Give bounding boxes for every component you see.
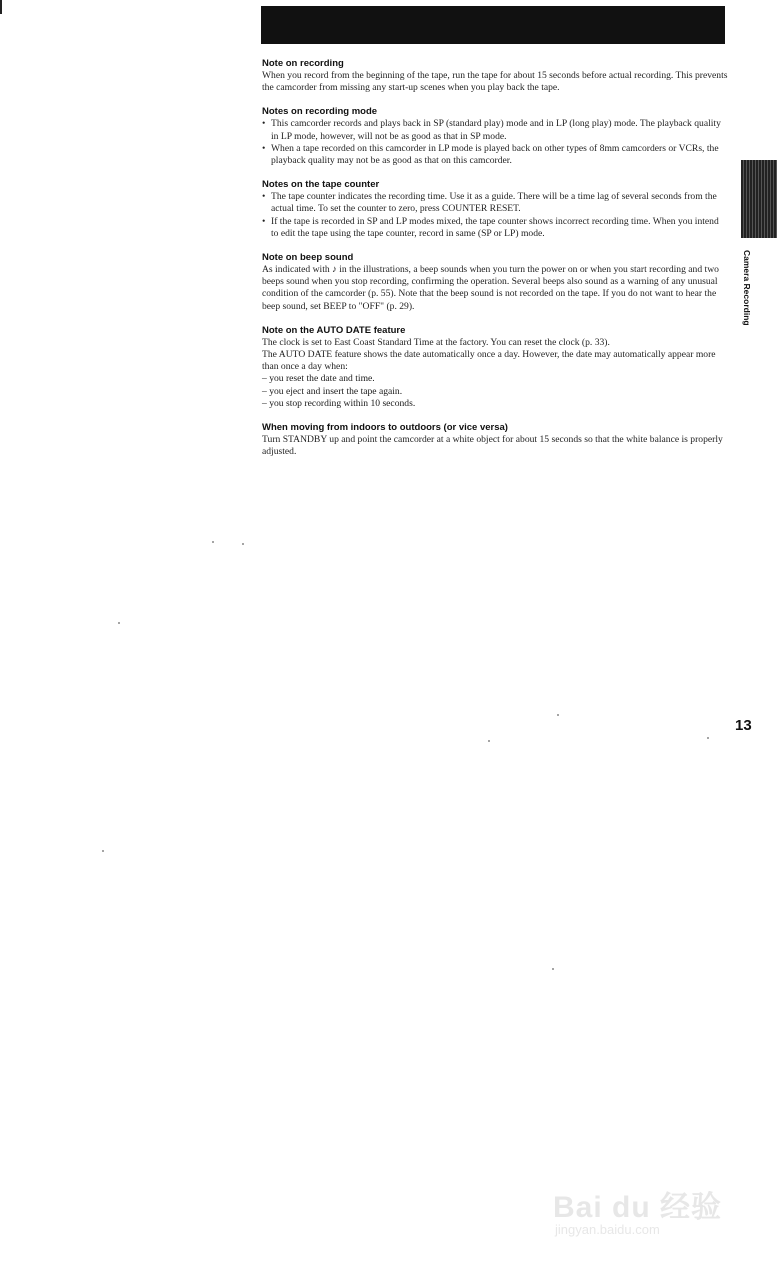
scan-speck — [707, 737, 709, 739]
section-heading: Note on beep sound — [262, 252, 354, 264]
section-paragraph: When you record from the beginning of the tape, run the tape for about 15 seconds before actual recording. This prevents the camcorder from missing any start-up scenes when you play back the tape. — [262, 70, 728, 94]
scan-speck — [488, 740, 490, 742]
bullet-item: • If the tape is recorded in SP and LP modes mixed, the tape counter shows incorrect recording time. When you intend to edit the tape using the tape counter, record in same (SP or LP) mode. — [262, 216, 728, 240]
watermark-url: jingyan.baidu.com — [555, 1222, 660, 1237]
dash-item: – you reset the date and time. — [262, 373, 375, 385]
section-heading: Note on recording — [262, 58, 344, 69]
section-beep-sound — [262, 252, 728, 313]
section-paragraph: The clock is set to East Coast Standard Time at the factory. You can reset the clock (p. 33). — [262, 336, 610, 348]
page-number: 13 — [735, 717, 752, 734]
section-recording-mode — [262, 106, 728, 167]
section-auto-date — [262, 325, 728, 410]
scan-speck — [242, 543, 244, 545]
section-heading: Note on the AUTO DATE feature — [262, 324, 406, 336]
bullet-list — [262, 191, 728, 240]
section-note-on-recording — [262, 58, 728, 94]
scan-edge-mark — [0, 0, 2, 14]
chapter-header-bar — [261, 6, 725, 44]
watermark-logo — [553, 1168, 729, 1246]
bullet-list — [262, 118, 728, 167]
section-heading: Notes on the tape counter — [262, 179, 380, 191]
section-paragraph: Turn STANDBY up and point the camcorder at a white object for about 15 seconds so that the white balance is properly adjusted. — [262, 434, 723, 458]
section-indoors-outdoors — [262, 422, 728, 458]
dash-item: – you eject and insert the tape again. — [262, 385, 403, 397]
section-heading: Notes on recording mode — [262, 106, 378, 118]
scan-speck — [118, 622, 120, 624]
scan-speck — [102, 850, 104, 852]
chapter-thumb-tab — [741, 160, 777, 238]
bullet-item: • This camcorder records and plays back in SP (standard play) mode and in LP (long play) mode. The playback quality in LP mode, however, will not be as good as that in SP mode. — [262, 118, 728, 142]
chapter-side-label: Camera Recording — [742, 250, 752, 326]
section-heading: When moving from indoors to outdoors (or vice versa) — [262, 422, 508, 434]
bullet-item: • The tape counter indicates the recording time. Use it as a guide. There will be a time lag of several seconds from the actual time. To set the counter to zero, press COUNTER RESET. — [262, 191, 728, 215]
section-tape-counter — [262, 179, 728, 240]
watermark-text: Bai du 经验 — [553, 1191, 723, 1224]
bullet-item: • When a tape recorded on this camcorder in LP mode is played back on other types of 8mm camcorders or VCRs, the playback quality may not be as good as that on this camcorder. — [262, 143, 728, 167]
dash-item: – you stop recording within 10 seconds. — [262, 397, 416, 409]
page-content — [262, 58, 728, 470]
scan-speck — [557, 714, 559, 716]
section-paragraph: As indicated with ♪ in the illustrations, a beep sounds when you turn the power on or when you start recording and two beeps sound when you stop recording, confirming the operation. Several beeps also sound as a warning of any unusual condition of the camcorder (p. 55). Note that the beep sound is not recorded on the tape. If you do not want to hear the beep sound, set BEEP to "OFF" (p. 29). — [262, 264, 719, 312]
scan-speck — [552, 968, 554, 970]
section-paragraph: The AUTO DATE feature shows the date automatically once a day. However, the date may automatically appear more than once a day when: — [262, 349, 716, 373]
scan-speck — [212, 541, 214, 543]
